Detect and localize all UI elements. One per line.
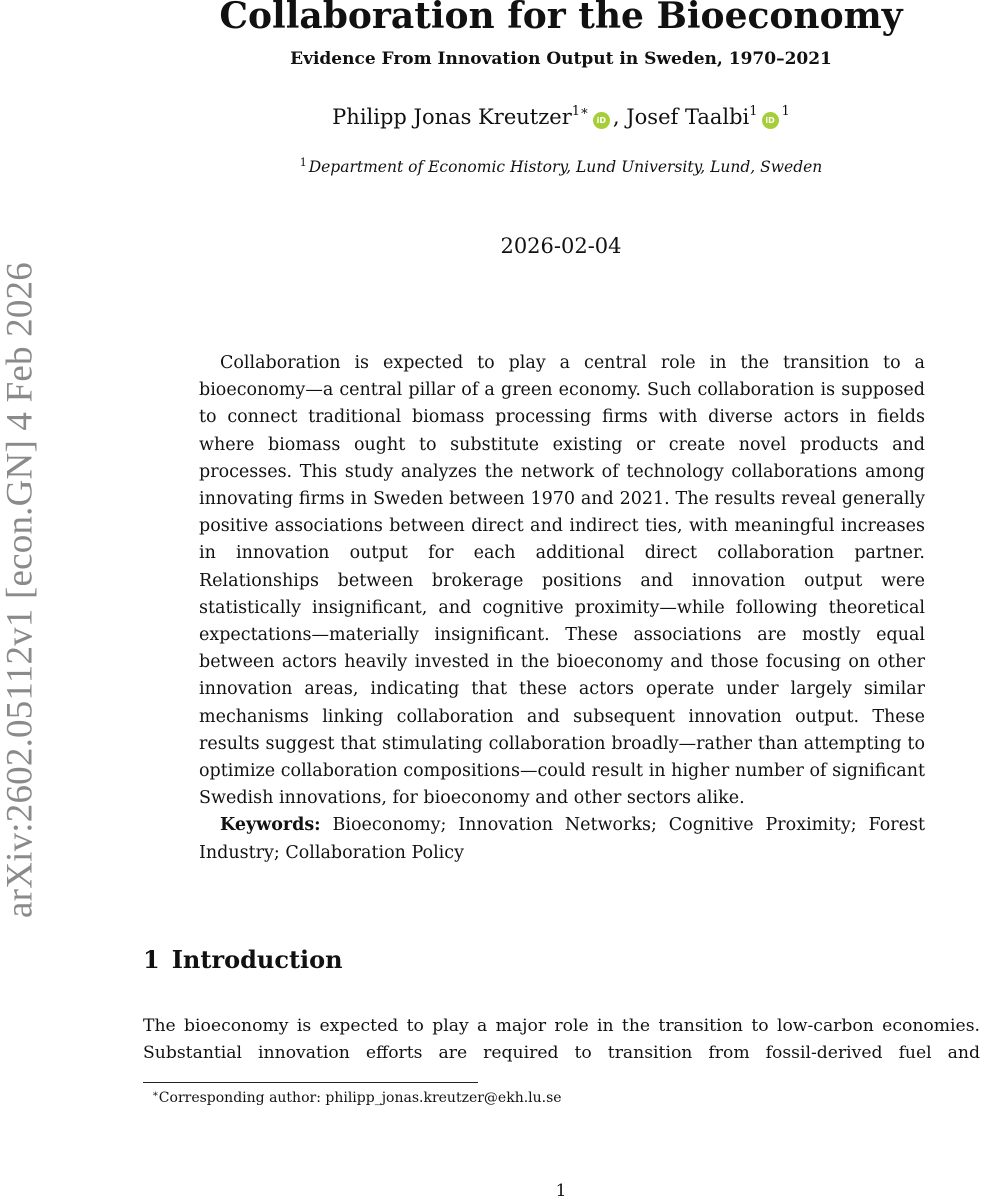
affiliation-text: Department of Economic History, Lund University, Lund, Sweden [308,158,823,176]
orcid-icon[interactable]: iD [593,112,610,129]
paper-subtitle: Evidence From Innovation Output in Sweden, 1970–2021 [290,49,832,69]
arxiv-identifier[interactable]: arXiv:2602.05112v1 [econ.GN] 4 Feb 2026 [0,262,41,918]
abstract [199,350,925,867]
page-number: 1 [555,1181,567,1201]
keywords [199,812,925,866]
affiliation-mark: 1 [781,104,790,119]
affiliation-mark: 1 [749,104,758,119]
paper-date: 2026-02-04 [500,234,622,258]
author-name: Josef Taalbi [626,105,750,129]
abstract-text: Collaboration is expected to play a central role in the transition to a bioeconomy—a central pillar of a green economy. Such collaboration is supposed to connect traditional biomass processing firms with diverse actors in fields where biomass ought to substitute existing or create novel products and processes. This study analyzes the network of technology collaborations among innovating firms in Sweden between 1970 and 2021. The results reveal generally positive associations between direct and indirect ties, with meaningful increases in innovation output for each additional direct collaboration partner. Relationships between brokerage positions and innovation output were statistically insignificant, and cognitive proximity—while following theoretical expectations—materially insignificant. These associations are mostly equal between actors heavily invested in the bioeconomy and those focusing on other innovation areas, indicating that these actors operate under largely similar mechanisms linking collaboration and subsequent innovation output. These results suggest that stimulating collaboration broadly—rather than attempting to optimize collaboration compositions—could result in higher number of significant Swedish innovations, for bioeconomy and other sectors alike. [199,353,925,809]
author-name: Philipp Jonas Kreutzer [332,105,572,129]
section-number: 1 [143,945,160,974]
paper-title: Collaboration for the Bioeconomy [219,0,903,37]
footnote-divider [143,1082,478,1083]
footnote [152,1087,562,1109]
affiliation-mark: 1 [299,156,307,169]
keywords-list: Bioeconomy; Innovation Networks; Cognitive Proximity; Forest Industry; Collaboration Policy [199,815,925,863]
keywords-label: Keywords: [220,815,321,836]
orcid-icon[interactable]: iD [762,112,779,129]
footnote-mark: ∗ [152,1089,159,1100]
section-body-text: The bioeconomy is expected to play a major role in the transition to low-carbon economies. Substantial innovation efforts are required to transition from fossil-derived fuel and [143,1016,980,1064]
author-list [140,101,982,133]
affiliation [140,155,982,179]
section-title: Introduction [171,945,343,974]
author-separator: , [612,105,627,129]
footnote-text: Corresponding author: philipp_jonas.kreutzer@ekh.lu.se [158,1090,562,1106]
arxiv-identifier-sidebar [0,0,40,1200]
affiliation-mark: 1∗ [571,104,589,119]
section-heading [143,942,343,978]
